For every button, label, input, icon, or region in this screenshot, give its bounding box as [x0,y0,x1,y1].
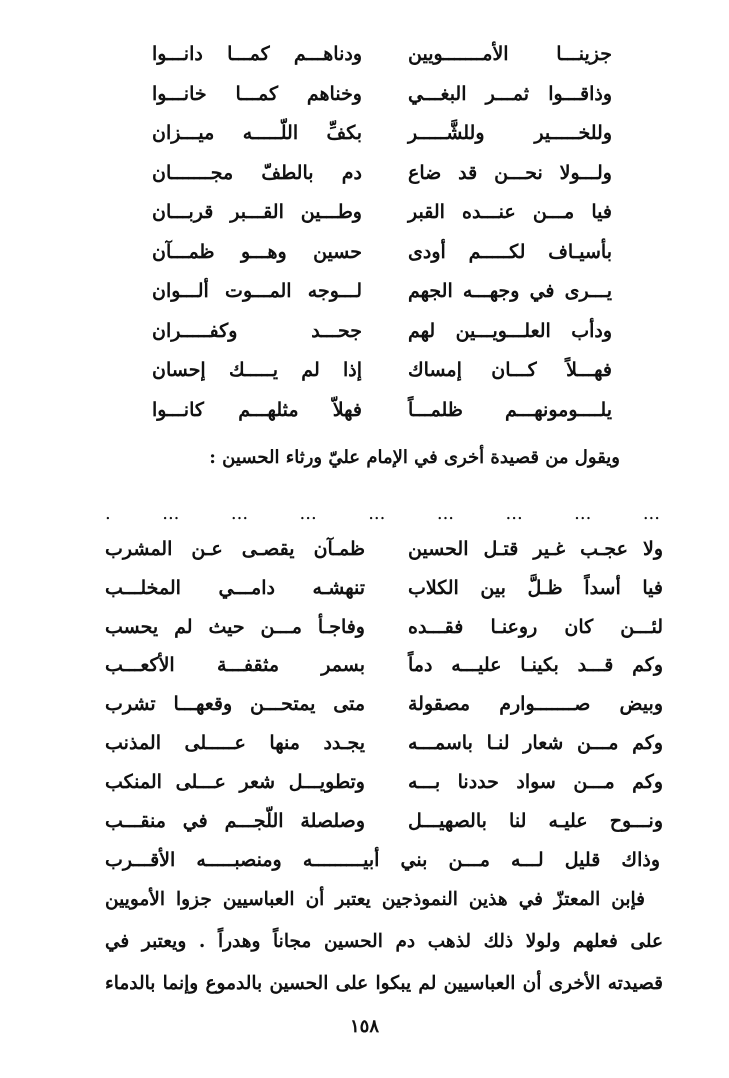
poem-2-hemistich-2: يجـدد منها عـــــلى المذنب [105,732,365,754]
poem-2-hemistich-2: بسمر مثقفـــة الأكعـــب [105,654,365,677]
poem-2-hemistich-1: وكم مـــن شعار لنـا باسمـــه [408,732,663,754]
prose-line: على فعلهم ولولا ذلك لذهب دم الحسين مجاناً وهدراً . ويعتبر في [105,931,663,952]
ellipsis: ... [574,503,592,524]
poem-1-hemistich-1: بأسيـاف لكـــــم أودى [408,240,612,263]
poem-1-hemistich-1: جزينـــا الأمـــــــويين [408,43,612,65]
poem-1-hemistich-1: وذاقـــوا ثمـــر البغـــي [408,82,612,105]
intro-line: ويقول من قصيدة أخرى في الإمام عليّ ورثاء الحسين : [209,447,620,468]
poem-1-hemistich-2: جحـــد وكفـــــران [152,319,362,342]
ellipsis: . [105,503,111,524]
poem-2-hemistich-1: ولا عجـب غـير قتـل الحسين [408,538,663,560]
poem-2-hemistich-2: وصلصلة اللّجـــم في منقـــب [105,809,365,832]
poem-1-hemistich-2: لـــوجه المـــوت ألـــوان [152,280,362,302]
poem-1-hemistich-1: يـــرى في وجهـــه الجهم [408,280,612,302]
poem-1-hemistich-2: دم بالطفّ مجـــــــان [152,161,362,184]
ellipsis-row [105,500,660,528]
poem-2-last-verse: وذاك قليل لـــه مـــن بني أبيـــــــــه ومنصبـــــه الأقـــرب [105,849,660,871]
poem-2-hemistich-1: وكم مـــن سواد حددنا بـــه [408,770,663,793]
poem-1-hemistich-1: ودأب العلـــويـــين لهم [408,319,612,342]
page-number: ١٥٨ [349,1016,379,1037]
poem-2-hemistich-2: تنهشـه دامـــي المخلـــب [105,576,365,599]
poem-1-hemistich-1: فهـــلاً كـــان إمساك [408,359,612,381]
prose-line: قصيدته الأخرى أن العباسيين لم يبكوا على الحسين بالدموع وإنما بالدماء [105,973,663,994]
poem-2-hemistich-2: وفاجـأ مـــن حيث لم يحسب [105,615,365,638]
poem-2-hemistich-1: لئـــن كان روعنـا فقـــده [408,615,663,638]
poem-2-hemistich-2: متى يمتحـــن وقعهـــا تشرب [105,693,365,716]
ellipsis: ... [299,503,317,524]
ellipsis: ... [230,503,249,524]
poem-1-hemistich-1: فيا مـــن عنـــده القبر [408,201,612,223]
poem-1-hemistich-2: فهلاّ مثلهـــم كانـــوا [152,398,362,421]
ellipsis: ... [642,503,660,524]
ellipsis: ... [436,503,455,524]
poem-1-hemistich-2: حسين وهـــو ظمـــآن [152,240,362,263]
poem-1-hemistich-2: بكفِّ اللّـــــه ميـــزان [152,122,362,144]
ellipsis: ... [505,503,523,524]
poem-1-hemistich-1: ولـــولا نحـــن قد ضاع [408,161,612,184]
poem-1-hemistich-1: وللخـــــير وللشَّـــــر [408,122,612,144]
poem-1-hemistich-2: وخناهم كمـــا خانـــوا [152,82,362,105]
ellipsis: ... [368,503,386,524]
poem-2-hemistich-2: ظمـآن يقصـى عـن المشرب [105,538,365,560]
poem-2-hemistich-1: وكم قـــد بكينـا عليـــه دماً [408,654,663,677]
poem-1-hemistich-1: يلــــومونهـــم ظلمـــاً [408,398,612,421]
prose-line: فإبن المعتزّ في هذين النموذجين يعتبر أن العباسيين جزوا الأمويين [105,889,645,910]
poem-1-hemistich-2: وطـــين القـــبر قربـــان [152,201,362,223]
poem-1-hemistich-2: ودناهـــم كمـــا دانـــوا [152,43,362,65]
poem-2-hemistich-1: ونـــوح عليـه لنا بالصهيـــل [408,809,663,832]
poem-1-hemistich-2: إذا لم يـــــك إحسان [152,359,362,381]
poem-2-hemistich-1: وبيض صـــــــوارم مصقولة [408,693,663,716]
ellipsis: ... [162,503,180,524]
poem-2-hemistich-2: وتطويـــل شعر عـــلى المنكب [105,770,365,793]
poem-2-hemistich-1: فيا أسداً ظـلَّ بين الكلاب [408,576,663,599]
